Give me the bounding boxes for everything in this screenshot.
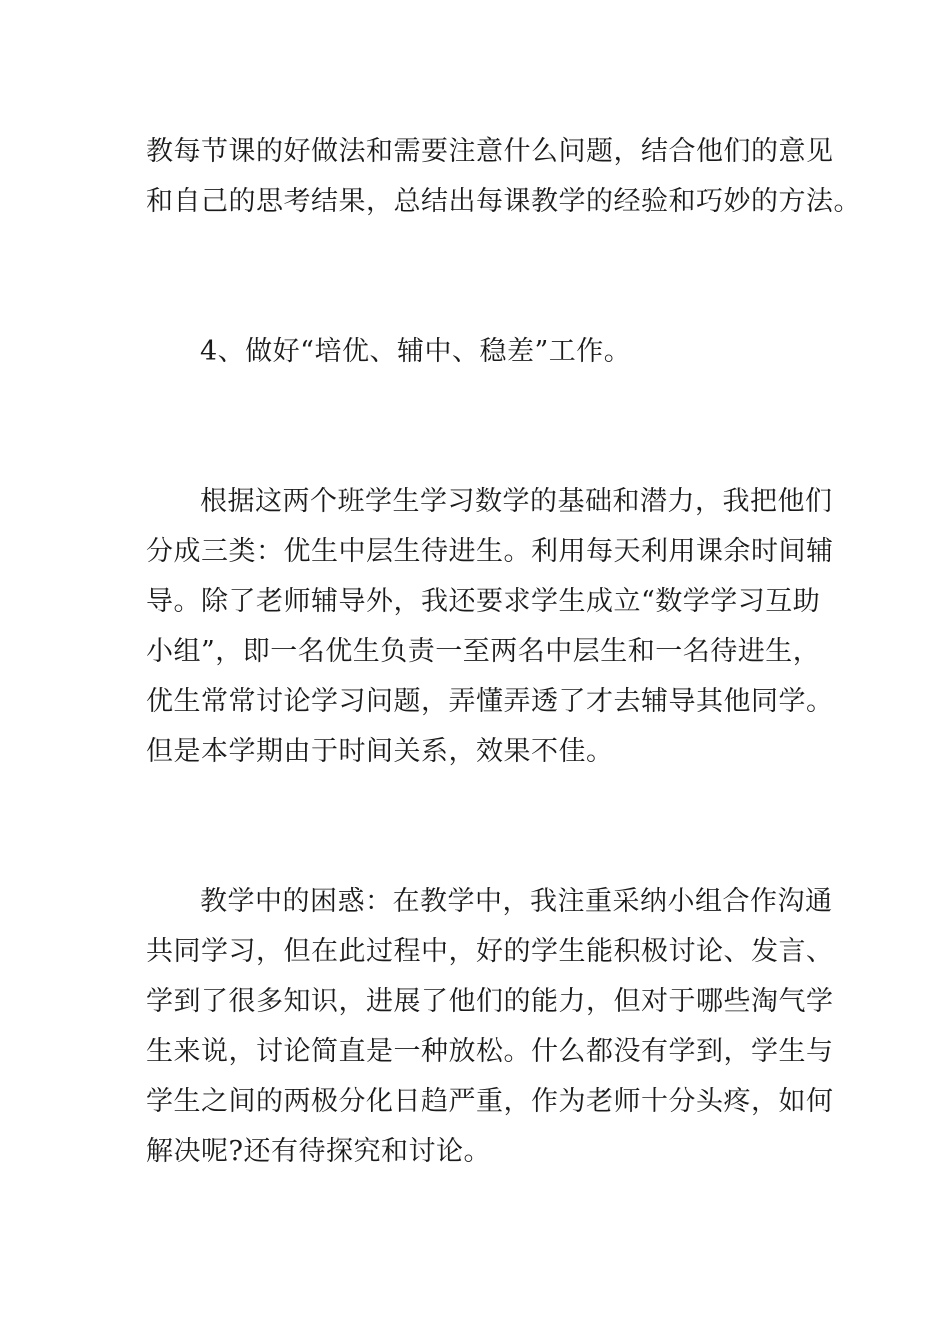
text-line: 优生常常讨论学习问题，弄懂弄透了才去辅导其他同学。 [146, 686, 834, 717]
text-line: 教每节课的好做法和需要注意什么问题，结合他们的意见 [146, 136, 834, 167]
text-line: 学生之间的两极分化日趋严重，作为老师十分头疼，如何 [146, 1086, 834, 1117]
text-line: 解决呢?还有待探究和讨论。 [146, 1136, 491, 1167]
text-line: 分成三类：优生中层生待进生。利用每天利用课余时间辅 [146, 536, 834, 567]
text-line: 共同学习，但在此过程中，好的学生能积极讨论、发言、 [146, 936, 834, 967]
text-line: 但是本学期由于时间关系，效果不佳。 [146, 736, 614, 767]
text-line: 生来说，讨论简直是一种放松。什么都没有学到，学生与 [146, 1036, 834, 1067]
text-line: 根据这两个班学生学习数学的基础和潜力，我把他们 [200, 486, 833, 517]
text-line: 4、做好“培优、辅中、稳差”工作。 [200, 336, 632, 367]
text-line: 和自己的思考结果，总结出每课教学的经验和巧妙的方法。 [146, 186, 861, 217]
text-line: 教学中的困惑：在教学中，我注重采纳小组合作沟通 [200, 886, 833, 917]
text-line: 导。除了老师辅导外，我还要求学生成立“数学学习互助 [146, 586, 821, 617]
text-line: 学到了很多知识，进展了他们的能力，但对于哪些淘气学 [146, 986, 834, 1017]
text-line: 小组”，即一名优生负责一至两名中层生和一名待进生， [146, 636, 821, 667]
